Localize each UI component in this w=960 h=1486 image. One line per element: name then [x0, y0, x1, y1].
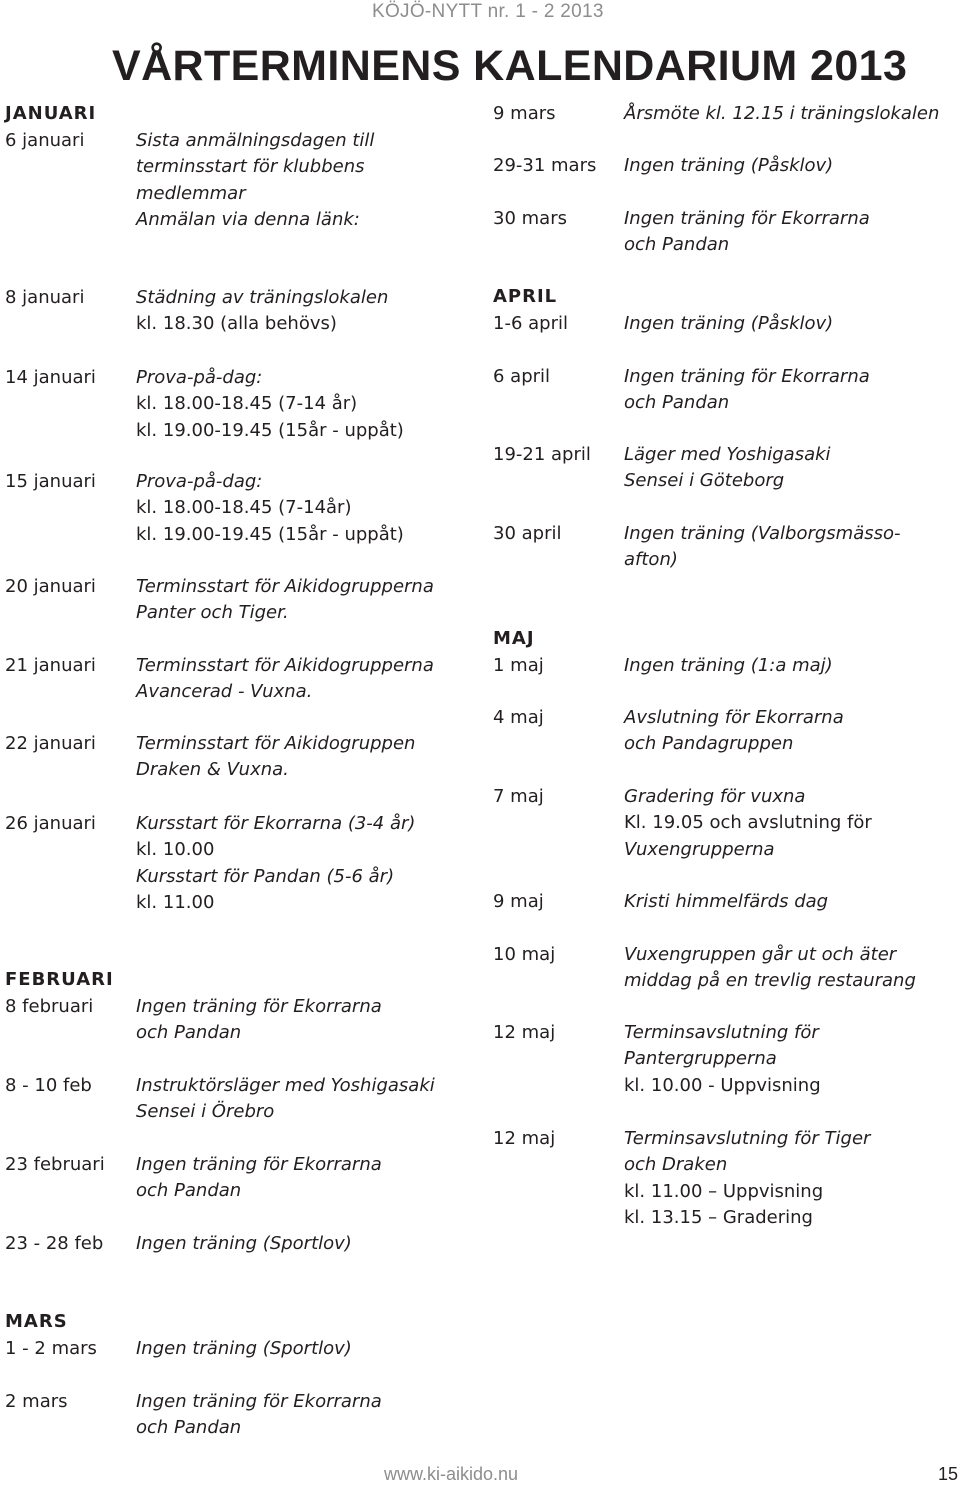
month-heading-februari: FEBRUARI [5, 969, 114, 990]
calendar-event [5, 1231, 470, 1257]
event-text-line: Sensei i Göteborg [624, 470, 785, 492]
event-date: 6 januari [5, 130, 85, 151]
event-description [624, 153, 833, 179]
event-description [624, 521, 901, 574]
page-number: 15 [938, 1464, 959, 1484]
event-text-line: kl. 11.00 [136, 891, 215, 913]
calendar-event [493, 1126, 958, 1231]
calendar-event [493, 153, 958, 179]
event-date: 8 januari [5, 287, 85, 308]
event-date: 10 maj [493, 944, 556, 965]
calendar-event [5, 469, 470, 548]
event-text-line: Ingen träning (Valborgsmässo- [624, 523, 901, 544]
event-description [624, 1126, 870, 1231]
event-date: 23 - 28 feb [5, 1233, 104, 1254]
event-text-line: Terminsstart för Aikidogrupperna [136, 655, 434, 676]
calendar-event [5, 574, 470, 627]
event-date: 30 april [493, 523, 562, 544]
event-text-line: Terminsavslutning för [624, 1022, 819, 1043]
event-text-line: Avancerad - Vuxna. [136, 681, 313, 703]
event-text-line: Pantergrupperna [624, 1048, 777, 1070]
event-description [624, 364, 870, 417]
calendar-event [5, 1073, 470, 1126]
event-text-line: kl. 18.30 (alla behövs) [136, 313, 337, 335]
event-text-line: och Pandan [624, 234, 730, 256]
calendar-event [493, 442, 958, 495]
event-text-line: Terminsavslutning för Tiger [624, 1128, 871, 1149]
event-text-line: afton) [624, 549, 678, 571]
event-text-line: Ingen träning (1:a maj) [624, 655, 833, 676]
event-text-line: Vuxengrupperna [624, 838, 775, 860]
calendar-event [493, 206, 958, 259]
event-text-line: Anmälan via denna länk: [136, 208, 360, 230]
calendar-event [493, 784, 958, 863]
event-text-line: Gradering för vuxna [624, 786, 806, 807]
event-description [624, 942, 916, 995]
event-text-line: kl. 18.00-18.45 (7-14 år) [136, 393, 358, 415]
event-text-line: och Pandagruppen [624, 733, 794, 755]
calendar-event [5, 994, 470, 1047]
event-text-line: kl. 13.15 – Gradering [624, 1206, 813, 1228]
event-date: 6 april [493, 366, 551, 387]
event-text-line: Avslutning för Ekorrarna [624, 707, 844, 728]
calendar-event [5, 811, 470, 916]
calendar-event [5, 365, 470, 444]
calendar-event [5, 653, 470, 706]
event-description [136, 574, 434, 627]
event-text-line: Vuxengruppen går ut och äter [624, 944, 897, 965]
event-text-line: Kl. 19.05 och avslutning för [624, 812, 872, 834]
event-text-line: Sensei i Örebro [136, 1101, 275, 1123]
event-date: 30 mars [493, 208, 567, 229]
event-text-line: Panter och Tiger. [136, 602, 289, 624]
event-description [136, 469, 404, 548]
event-description [624, 1020, 821, 1099]
calendar-event [493, 1020, 958, 1099]
event-text-line: kl. 19.00-19.45 (15år - uppåt) [136, 523, 404, 545]
event-text-line: Terminsstart för Aikidogruppen [136, 733, 416, 754]
event-description [136, 1389, 382, 1442]
event-date: 1-6 april [493, 313, 568, 334]
event-description [136, 811, 415, 916]
event-text-line: Ingen träning (Påsklov) [624, 155, 834, 176]
calendar-event [493, 101, 958, 127]
event-description [136, 285, 388, 338]
page-title: VÅRTERMINENS KALENDARIUM 2013 [112, 42, 908, 90]
event-date: 15 januari [5, 471, 96, 492]
calendar-event [5, 1336, 470, 1362]
month-heading-mars: MARS [5, 1311, 68, 1332]
event-date: 14 januari [5, 367, 96, 388]
event-text-line: Ingen träning för Ekorrarna [136, 996, 382, 1017]
event-text-line: kl. 10.00 - Uppvisning [624, 1074, 821, 1096]
event-text-line: terminsstart för klubbens [136, 156, 365, 178]
event-description [136, 731, 415, 784]
event-text-line: Ingen träning (Sportlov) [136, 1233, 352, 1254]
event-text-line: medlemmar [136, 182, 246, 204]
event-description [624, 653, 833, 679]
event-text-line: Kursstart för Ekorrarna (3-4 år) [136, 813, 416, 834]
event-text-line: middag på en trevlig restaurang [624, 970, 916, 992]
event-text-line: Ingen träning för Ekorrarna [136, 1391, 382, 1412]
event-date: 4 maj [493, 707, 544, 728]
calendar-event [493, 942, 958, 995]
event-date: 8 februari [5, 996, 94, 1017]
event-text-line: Sista anmälningsdagen till [136, 130, 375, 151]
event-text-line: Instruktörsläger med Yoshigasaki [136, 1075, 435, 1096]
event-text-line: Ingen träning för Ekorrarna [624, 208, 870, 229]
calendar-event [5, 285, 470, 338]
event-description [624, 442, 831, 495]
event-date: 21 januari [5, 655, 96, 676]
event-description [136, 994, 382, 1047]
calendar-event [493, 521, 958, 574]
event-description [624, 101, 939, 127]
issue-header: KÖJÖ-NYTT nr. 1 - 2 2013 [372, 1, 604, 22]
event-text-line: Kursstart för Pandan (5-6 år) [136, 865, 395, 887]
calendar-event [5, 1152, 470, 1205]
event-description [136, 128, 374, 233]
event-date: 8 - 10 feb [5, 1075, 92, 1096]
event-text-line: och Pandan [136, 1180, 242, 1202]
event-date: 22 januari [5, 733, 96, 754]
event-text-line: och Pandan [136, 1417, 242, 1439]
event-description [136, 365, 404, 444]
event-text-line: kl. 11.00 – Uppvisning [624, 1180, 824, 1202]
event-date: 9 mars [493, 103, 556, 124]
event-text-line: Terminsstart för Aikidogrupperna [136, 576, 434, 597]
event-text-line: och Pandan [136, 1022, 242, 1044]
month-heading-april: APRIL [493, 286, 558, 307]
event-description [624, 784, 872, 863]
event-description [136, 1336, 352, 1362]
website-url[interactable]: www.ki-aikido.nu [384, 1464, 519, 1484]
event-date: 20 januari [5, 576, 96, 597]
event-date: 29-31 mars [493, 155, 597, 176]
calendar-event [5, 731, 470, 784]
event-text-line: kl. 10.00 [136, 839, 215, 861]
month-heading-maj: MAJ [493, 628, 535, 649]
event-description [624, 889, 828, 915]
event-date: 12 maj [493, 1022, 556, 1043]
event-text-line: Ingen träning (Påsklov) [624, 313, 834, 334]
event-description [136, 653, 434, 706]
event-date: 1 - 2 mars [5, 1338, 97, 1359]
event-text-line: Städning av träningslokalen [136, 287, 389, 308]
calendar-event [493, 889, 958, 915]
event-description [136, 1073, 435, 1126]
event-date: 7 maj [493, 786, 544, 807]
calendar-event [493, 364, 958, 417]
calendar-event [5, 128, 470, 233]
event-date: 2 mars [5, 1391, 68, 1412]
calendar-event [493, 705, 958, 758]
event-text-line: och Draken [624, 1154, 728, 1176]
event-description [136, 1231, 352, 1257]
event-text-line: Draken & Vuxna. [136, 759, 289, 781]
event-date: 9 maj [493, 891, 544, 912]
event-description [136, 1152, 382, 1205]
month-heading-januari: JANUARI [5, 103, 97, 124]
calendar-event [493, 653, 958, 679]
event-text-line: Årsmöte kl. 12.15 i träningslokalen [624, 103, 940, 124]
event-description [624, 705, 844, 758]
event-text-line: Prova-på-dag: [136, 471, 263, 492]
event-text-line: Ingen träning för Ekorrarna [136, 1154, 382, 1175]
event-text-line: Ingen träning för Ekorrarna [624, 366, 870, 387]
event-text-line: Kristi himmelfärds dag [624, 891, 829, 912]
event-date: 12 maj [493, 1128, 556, 1149]
event-date: 26 januari [5, 813, 96, 834]
event-text-line: och Pandan [624, 392, 730, 414]
event-text-line: kl. 18.00-18.45 (7-14år) [136, 497, 352, 519]
calendar-event [5, 1389, 470, 1442]
event-text-line: Prova-på-dag: [136, 367, 263, 388]
event-description [624, 311, 833, 337]
event-text-line: kl. 19.00-19.45 (15år - uppåt) [136, 419, 404, 441]
event-text-line: Ingen träning (Sportlov) [136, 1338, 352, 1359]
event-date: 19-21 april [493, 444, 591, 465]
event-date: 23 februari [5, 1154, 105, 1175]
calendar-event [493, 311, 958, 337]
event-date: 1 maj [493, 655, 544, 676]
event-text-line: Läger med Yoshigasaki [624, 444, 831, 465]
event-description [624, 206, 870, 259]
